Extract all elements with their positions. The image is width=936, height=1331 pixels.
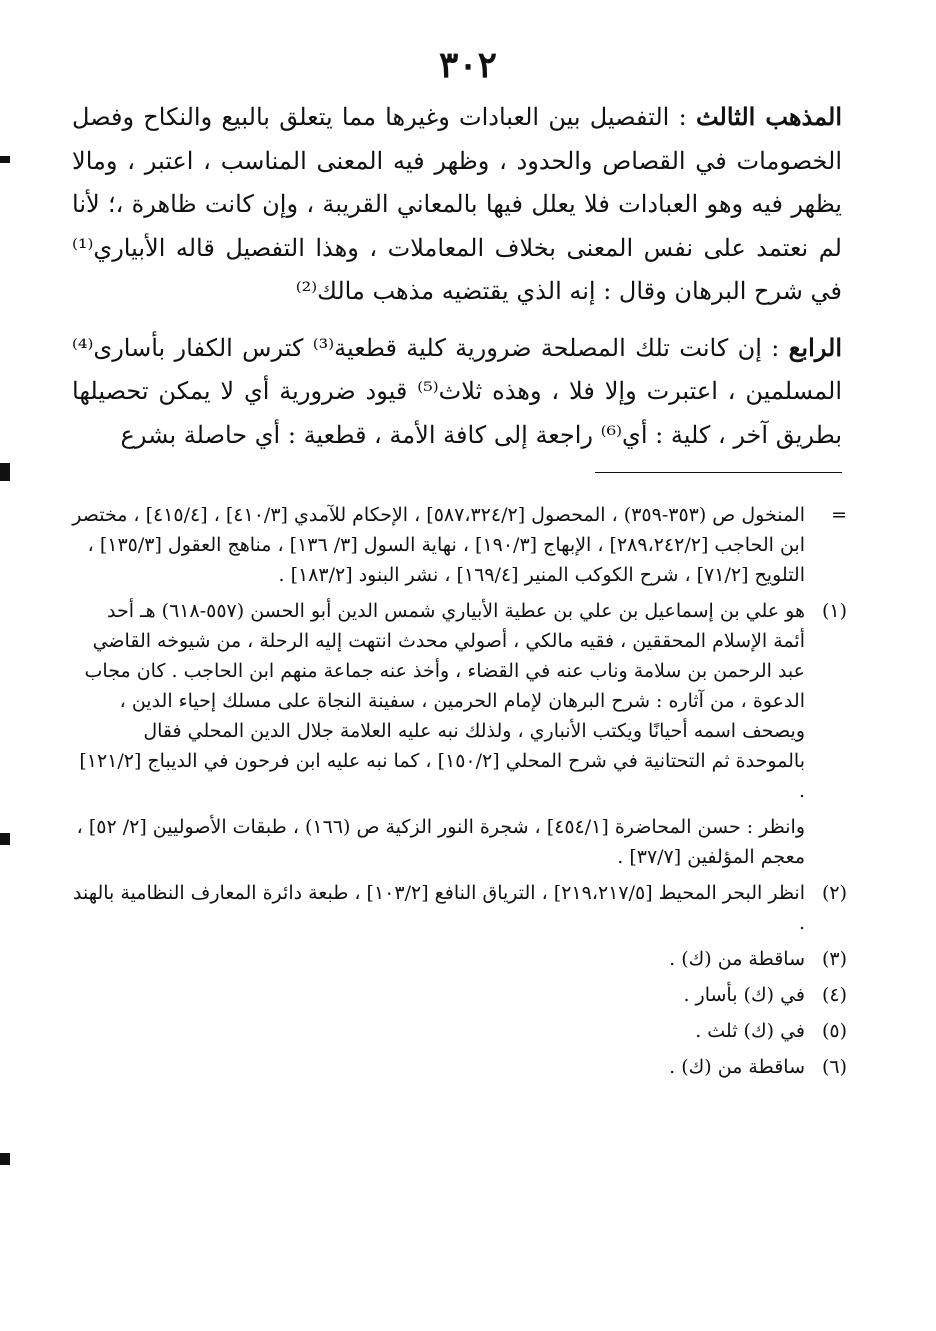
scan-edge-mark	[0, 833, 10, 845]
footnote-text: المنخول ص (٣٥٣-٣٥٩) ، المحصول [٥٨٧،٣٢٤/٢] ، الإحكام للآمدي [٤١٠/٣] ، [٤١٥/٤] ، مختصر ابن الحاجب [٢٨٩،٢٤٢/٢] ، الإبهاج [١٩٠/٣] ، نهاية السول [٣/ ١٣٦] ، مناهج العقول [١٣٥/٣] ، التلويح [٧١/٢] ، شرح الكوكب المنير [١٦٩/٤] ، نشر البنود [١٨٣/٢] .	[72, 504, 805, 586]
footnote-marker: (٤)	[821, 984, 847, 1006]
footnote-text-extra: وانظر : حسن المحاضرة [٤٥٤/١] ، شجرة النور الزكية ص (١٦٦) ، طبقات الأصوليين [٢/ ٥٢] ، معجم المؤلفين [٣٧/٧] .	[76, 816, 805, 868]
footnote-6	[72, 1052, 847, 1082]
paragraph-lead: الرابع	[788, 332, 842, 362]
footnote-marker: (٣)	[821, 948, 847, 970]
footnote-text: في (ك) بأسار .	[683, 984, 805, 1006]
footnote-marker: (٦)	[821, 1056, 847, 1078]
footnote-1	[72, 596, 847, 872]
footnote-4	[72, 980, 847, 1010]
footnote-text: هو علي بن إسماعيل بن علي بن عطية الأبياري شمس الدين أبو الحسن (٥٥٧-٦١٨) هـ أحد أئمة الإسلام المحققين ، فقيه مالكي ، أصولي محدث انتهت إليه الرحلة ، من شيوخه القاضي عبد الرحمن بن سلامة وناب عنه في القضاء ، وأخذ عنه جماعة منهم ابن الحاجب . كان مجاب الدعوة ، من آثاره : شرح البرهان لإمام الحرمين ، سفينة النجاة على مسلك إحياء الدين ، ويصحف اسمه أحيانًا ويكتب الأنباري ، ولذلك نبه عليه العلامة جلال الدين المحلي فقال بالموحدة ثم التحتانية في شرح المحلي [١٥٠/٢] ، كما نبه عليه ابن فرحون في الديباج [١٢١/٢] .	[79, 600, 805, 802]
footnote-marker: (٥)	[821, 1020, 847, 1042]
page-number: ٣٠٢	[438, 44, 497, 86]
scan-edge-mark	[0, 463, 10, 481]
footnote-text: ساقطة من (ك) .	[669, 1056, 805, 1078]
main-text	[72, 95, 842, 469]
footnote-text: ساقطة من (ك) .	[669, 948, 805, 970]
footnote-separator	[595, 472, 842, 473]
footnote-marker: (٢)	[821, 882, 847, 904]
footnote-3	[72, 944, 847, 974]
footnote-2	[72, 878, 847, 938]
footnote-marker: =	[831, 504, 847, 526]
paragraph-body: : التفصيل بين العبادات وغيرها مما يتعلق بالبيع والنكاح وفصل الخصومات في القصاص والحدود ، وظهر فيه المعنى المناسب ، اعتبر ، ومالا يظهر فيه وهو العبادات فلا يعلل فيها بالمعاني القريبة ، وإن كانت ظاهرة ،؛ لأنا لم نعتمد على نفس المعنى بخلاف المعاملات ، وهذا التفصيل قاله الأبياري⁽¹⁾ في شرح البرهان وقال : إنه الذي يقتضيه مذهب مالك⁽²⁾	[72, 103, 842, 305]
footnote-marker: (١)	[821, 600, 847, 622]
footnotes	[72, 500, 847, 1088]
footnote-continuation	[72, 500, 847, 590]
scan-edge-mark	[0, 1153, 10, 1165]
paragraph-body: : إن كانت تلك المصلحة ضرورية كلية قطعية⁽³⁾ كترس الكفار بأسارى⁽⁴⁾ المسلمين ، اعتبرت وإلا فلا ، وهذه ثلاث⁽⁵⁾ قيود ضرورية أي لا يمكن تحصيلها بطريق آخر ، كلية : أي⁽⁶⁾ راجعة إلى كافة الأمة ، قطعية : أي حاصلة بشرع	[72, 333, 842, 449]
scan-edge-mark	[0, 156, 10, 163]
footnote-5	[72, 1016, 847, 1046]
footnote-text: في (ك) ثلث .	[695, 1020, 805, 1042]
footnote-text: انظر البحر المحيط [٢١٩،٢١٧/٥] ، الترياق النافع [١٠٣/٢] ، طبعة دائرة المعارف النظامية بالهند .	[73, 882, 805, 934]
paragraph-fourth	[72, 326, 842, 458]
paragraph-lead: المذهب الثالث	[695, 102, 842, 131]
paragraph-third-school	[72, 95, 842, 314]
